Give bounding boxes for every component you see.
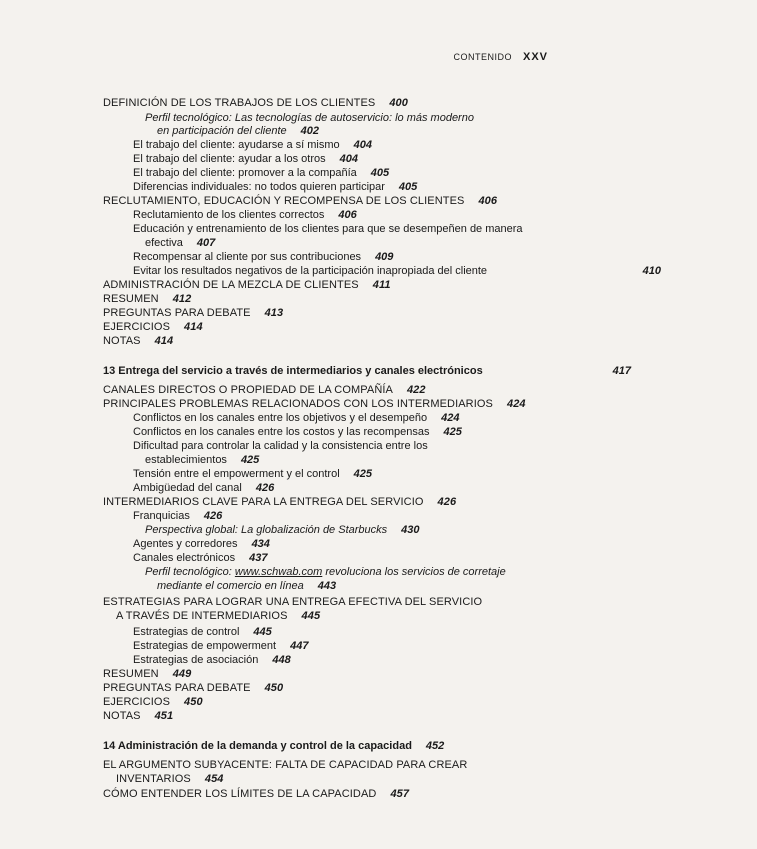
toc-entry-text: Conflictos en los canales entre los costos y las recompensas (133, 426, 430, 438)
toc-entry-text: revoluciona los servicios de corretaje (322, 566, 506, 578)
toc-entry-text: Recompensar al cliente por sus contribuciones (133, 251, 362, 263)
running-head-page-number: XXV (522, 51, 548, 63)
toc-entry-text: Agentes y corredores (133, 538, 238, 550)
toc-entry-text: NOTAS (103, 335, 141, 347)
toc-page-number: 452 (425, 740, 445, 752)
toc-entry (0, 552, 733, 564)
toc-entry-text: mediante el comercio en línea (157, 580, 304, 592)
toc-entry-text: PREGUNTAS PARA DEBATE (103, 307, 251, 319)
toc-entry (0, 181, 733, 193)
toc-entry-text: Perfil tecnológico: Las tecnologías de autoservicio: lo más moderno (145, 112, 474, 124)
toc-entry-text: Tensión entre el empowerment y el control (133, 468, 340, 480)
toc-page-number: 407 (196, 237, 216, 249)
toc-entry (0, 237, 745, 249)
toc-page-number: 450 (184, 696, 203, 708)
toc-entry (0, 139, 733, 151)
toc-entry (0, 524, 745, 536)
toc-entry (0, 293, 703, 305)
toc-entry (0, 265, 733, 277)
toc-entry-text: EJERCICIOS (103, 321, 171, 333)
toc-entry (0, 384, 703, 396)
toc-entry (0, 682, 703, 694)
toc-entry (0, 626, 733, 638)
toc-entry-text: Conflictos en los canales entre los objetivos y el desempeño (133, 412, 428, 424)
toc-entry (0, 496, 703, 508)
toc-entry (0, 195, 703, 207)
toc-page-number: 402 (300, 125, 319, 137)
toc-entry (0, 454, 745, 466)
toc-entry-text: Estrategias de empowerment (133, 640, 277, 652)
toc-page-number: 457 (390, 788, 410, 800)
toc-page-number: 410 (642, 265, 661, 277)
toc-page-number: 411 (372, 279, 391, 291)
toc-page-number: 412 (172, 293, 192, 305)
toc-entry (0, 251, 733, 263)
running-head-label: CONTENIDO (453, 52, 512, 62)
toc-page-number: 426 (203, 510, 223, 522)
toc-entry (0, 167, 733, 179)
toc-entry-text: Ambigüedad del canal (133, 482, 242, 494)
toc-entry-text: Estrategias de control (133, 626, 240, 638)
toc-entry-url: www.schwab.com (234, 566, 323, 578)
toc-entry-text: INVENTARIOS (116, 773, 191, 785)
toc-page-number: 430 (401, 524, 420, 536)
toc-page-number: 450 (264, 682, 284, 694)
running-head (453, 51, 548, 63)
toc-page-number: 451 (154, 710, 174, 722)
toc-page-number: 449 (172, 668, 192, 680)
toc-entry (0, 398, 703, 410)
toc-page-number: 425 (240, 454, 260, 466)
toc-entry-text: RESUMEN (103, 668, 159, 680)
toc-entry-text: El trabajo del cliente: promover a la compañía (133, 167, 357, 179)
toc-entry-text: efectiva (145, 237, 183, 249)
toc-page-number: 426 (437, 496, 457, 508)
toc-page-number: 404 (339, 153, 358, 165)
toc-entry (0, 510, 733, 522)
toc-page-number: 414 (184, 321, 203, 333)
toc-entry-text: INTERMEDIARIOS CLAVE PARA LA ENTREGA DEL SERVICIO (103, 496, 424, 508)
toc-entry-text: 13 Entrega del servicio a través de intermediarios y canales electrónicos (103, 365, 483, 377)
toc-entry (0, 279, 703, 291)
toc-entry (0, 223, 733, 235)
toc-entry (0, 668, 703, 680)
toc-page-number: 409 (375, 251, 394, 263)
toc-entry (0, 596, 703, 608)
toc-entry-text: Evitar los resultados negativos de la participación inapropiada del cliente (133, 265, 488, 277)
toc-entry (0, 610, 716, 622)
toc-entry-text: Educación y entrenamiento de los clientes para que se desempeñen de manera (133, 223, 523, 235)
toc-entry-text: ADMINISTRACIÓN DE LA MEZCLA DE CLIENTES (103, 279, 359, 291)
toc-page-number: 437 (249, 552, 268, 564)
toc-page-number: 425 (353, 468, 373, 480)
toc-page-number: 400 (389, 97, 408, 109)
toc-entry (0, 566, 745, 578)
toc-page-number: 454 (204, 773, 224, 785)
toc-page-number: 425 (443, 426, 462, 438)
toc-entry (0, 710, 703, 722)
toc-page-number: 434 (251, 538, 270, 550)
toc-entry-text: Perspectiva global: La globalización de Starbucks (145, 524, 388, 536)
toc-entry-text: El trabajo del cliente: ayudar a los otros (133, 153, 326, 165)
toc-entry (0, 426, 733, 438)
toc-chapter-heading (0, 365, 703, 377)
toc-page-number: 448 (272, 654, 291, 666)
toc-entry-text: El trabajo del cliente: ayudarse a sí mismo (133, 139, 340, 151)
toc-entry-text: en participación del cliente (157, 125, 287, 137)
toc-entry-text: RECLUTAMIENTO, EDUCACIÓN Y RECOMPENSA DE LOS CLIENTES (103, 195, 465, 207)
toc-entry (0, 468, 733, 480)
toc-entry (0, 696, 703, 708)
toc-page-number: 413 (264, 307, 284, 319)
toc-entry-text: PREGUNTAS PARA DEBATE (103, 682, 251, 694)
toc-entry-text: Dificultad para controlar la calidad y la consistencia entre los (133, 440, 428, 452)
toc-entry (0, 125, 757, 137)
toc-entry-text: Canales electrónicos (133, 552, 236, 564)
toc-entry (0, 209, 733, 221)
toc-entry (0, 112, 745, 124)
toc-entry-text: ESTRATEGIAS PARA LOGRAR UNA ENTREGA EFECTIVA DEL SERVICIO (103, 596, 483, 608)
toc-entry-text: EL ARGUMENTO SUBYACENTE: FALTA DE CAPACIDAD PARA CREAR (103, 759, 468, 771)
toc-entry-text: Estrategias de asociación (133, 654, 259, 666)
toc-page-number: 445 (301, 610, 321, 622)
toc-entry-text: Franquicias (133, 510, 190, 522)
toc-entry-text: RESUMEN (103, 293, 159, 305)
toc-page-number: 424 (441, 412, 460, 424)
toc-entry (0, 773, 716, 785)
toc-page-number: 422 (406, 384, 426, 396)
toc-page-number: 445 (253, 626, 272, 638)
toc-entry (0, 321, 703, 333)
toc-page-number: 426 (255, 482, 275, 494)
toc-page-number: 406 (338, 209, 357, 221)
toc-entry (0, 654, 733, 666)
toc-entry-text: CÓMO ENTENDER LOS LÍMITES DE LA CAPACIDAD (103, 788, 377, 800)
toc-page-number: 404 (353, 139, 373, 151)
toc-page-number: 447 (290, 640, 309, 652)
toc-entry (0, 97, 703, 109)
toc-page-number: 417 (612, 365, 631, 377)
toc-page-number: 443 (317, 580, 337, 592)
toc-entry-text: Reclutamiento de los clientes correctos (133, 209, 325, 221)
toc-entry-text: 14 Administración de la demanda y control de la capacidad (103, 740, 412, 752)
toc-entry-text: Diferencias individuales: no todos quieren participar (133, 181, 385, 193)
toc-entry (0, 759, 703, 771)
toc-entry-text: establecimientos (145, 454, 227, 466)
toc-page-number: 414 (154, 335, 174, 347)
toc-entry (0, 788, 703, 800)
toc-entry (0, 307, 703, 319)
toc-entry (0, 153, 733, 165)
toc-entry (0, 538, 733, 550)
toc-page-number: 424 (506, 398, 526, 410)
toc-entry (0, 482, 733, 494)
toc-entry (0, 412, 733, 424)
toc-entry-text: EJERCICIOS (103, 696, 171, 708)
toc-entry-text: A TRAVÉS DE INTERMEDIARIOS (116, 610, 288, 622)
toc-entry-text: PRINCIPALES PROBLEMAS RELACIONADOS CON LOS INTERMEDIARIOS (103, 398, 493, 410)
toc-entry-text: NOTAS (103, 710, 141, 722)
toc-page-number: 405 (370, 167, 390, 179)
toc-chapter-heading (0, 740, 703, 752)
toc-entry (0, 640, 733, 652)
toc-entry-text: CANALES DIRECTOS O PROPIEDAD DE LA COMPAÑÍA (103, 384, 393, 396)
toc-entry-text: DEFINICIÓN DE LOS TRABAJOS DE LOS CLIENTES (103, 97, 376, 109)
toc-entry (0, 335, 703, 347)
toc-entry (0, 440, 733, 452)
toc-entry (0, 580, 757, 592)
toc-entry-text: Perfil tecnológico: (145, 566, 235, 578)
toc-page-number: 405 (398, 181, 418, 193)
toc-page-number: 406 (478, 195, 498, 207)
